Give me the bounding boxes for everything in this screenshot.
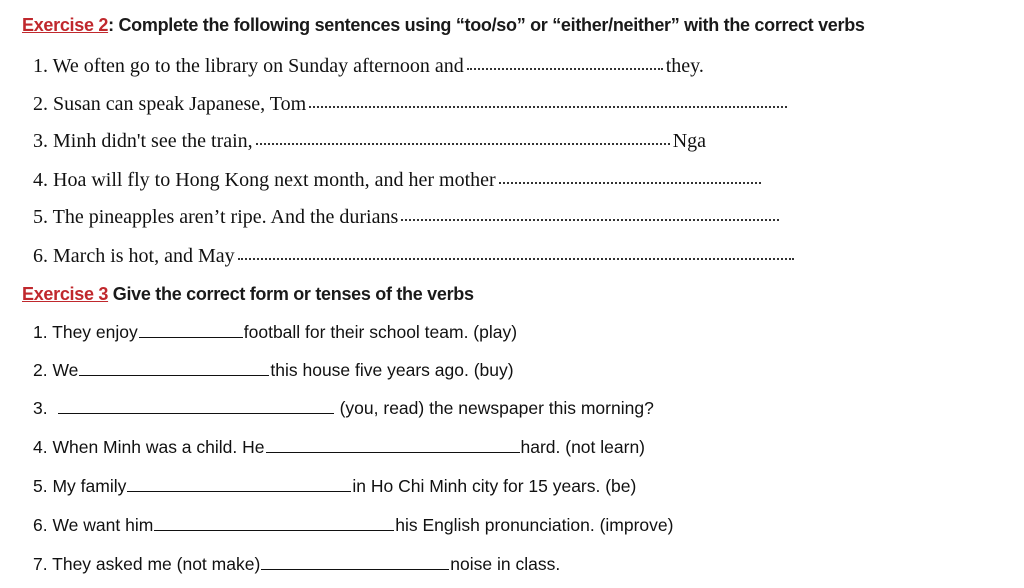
answer-blank[interactable]: [79, 374, 269, 376]
item-text: 6. We want him: [33, 515, 154, 535]
item-text: 4. Hoa will fly to Hong Kong next month, and her mother: [33, 169, 496, 191]
item-text: 6. March is hot, and May: [33, 245, 235, 267]
item-text: his English pronunciation. (improve): [395, 515, 674, 535]
exercise-3-item-2: [33, 360, 514, 381]
exercise-3-instruction: Give the correct form or tenses of the verbs: [108, 284, 474, 304]
exercise-3-item-6: [33, 515, 673, 536]
item-text: 7. They asked me (not make): [33, 554, 261, 574]
exercise-2-heading: [22, 15, 865, 36]
item-text: hard. (not learn): [520, 437, 646, 457]
exercise-2-label: Exercise 2: [22, 15, 109, 35]
item-text: 4. When Minh was a child. He: [33, 437, 265, 457]
exercise-2-item-6: [33, 245, 797, 268]
answer-blank[interactable]: [139, 336, 243, 338]
exercise-3-item-1: [33, 322, 517, 343]
answer-blank[interactable]: [261, 568, 449, 570]
exercise-3-label: Exercise 3: [22, 284, 109, 304]
exercise-3-item-7: [33, 554, 560, 575]
answer-blank[interactable]: [266, 451, 520, 453]
exercise-2-item-5: [33, 206, 782, 229]
item-text: 5. The pineapples aren’t ripe. And the durians: [33, 206, 399, 228]
item-text: noise in class.: [450, 554, 561, 574]
answer-blank[interactable]: [499, 181, 761, 184]
answer-blank[interactable]: [309, 105, 787, 108]
item-text: 2. Susan can speak Japanese, Tom: [33, 93, 307, 115]
exercise-3-item-5: [33, 476, 636, 497]
item-text: they.: [665, 55, 704, 77]
answer-blank[interactable]: [127, 490, 351, 492]
item-text: football for their school team. (play): [243, 322, 518, 342]
exercise-2-item-1: [33, 55, 704, 78]
answer-blank[interactable]: [401, 218, 779, 221]
answer-blank[interactable]: [58, 412, 334, 414]
item-text: 5. My family: [33, 476, 127, 496]
exercise-2-instruction: : Complete the following sentences using “too/so” or “either/neither” with the correct verbs: [108, 15, 865, 35]
item-text: 3. Minh didn't see the train,: [33, 130, 253, 152]
answer-blank[interactable]: [154, 529, 394, 531]
exercise-3-item-4: [33, 437, 645, 458]
item-text: 1. They enjoy: [33, 322, 138, 342]
exercise-3-heading: [22, 284, 474, 305]
answer-blank[interactable]: [467, 67, 663, 70]
answer-blank[interactable]: [256, 142, 670, 145]
item-text: (you, read) the newspaper this morning?: [339, 398, 654, 418]
item-text: Nga: [672, 130, 707, 152]
exercise-2-item-3: [33, 130, 706, 153]
exercise-3-item-3: [33, 398, 654, 419]
item-text: 2. We: [33, 360, 79, 380]
item-text: 1. We often go to the library on Sunday afternoon and: [33, 55, 464, 77]
item-text: in Ho Chi Minh city for 15 years. (be): [352, 476, 637, 496]
exercise-2-item-4: [33, 169, 764, 192]
exercise-2-item-2: [33, 93, 790, 116]
answer-blank[interactable]: [238, 257, 794, 260]
item-text: this house five years ago. (buy): [270, 360, 514, 380]
item-text: 3.: [33, 398, 48, 418]
